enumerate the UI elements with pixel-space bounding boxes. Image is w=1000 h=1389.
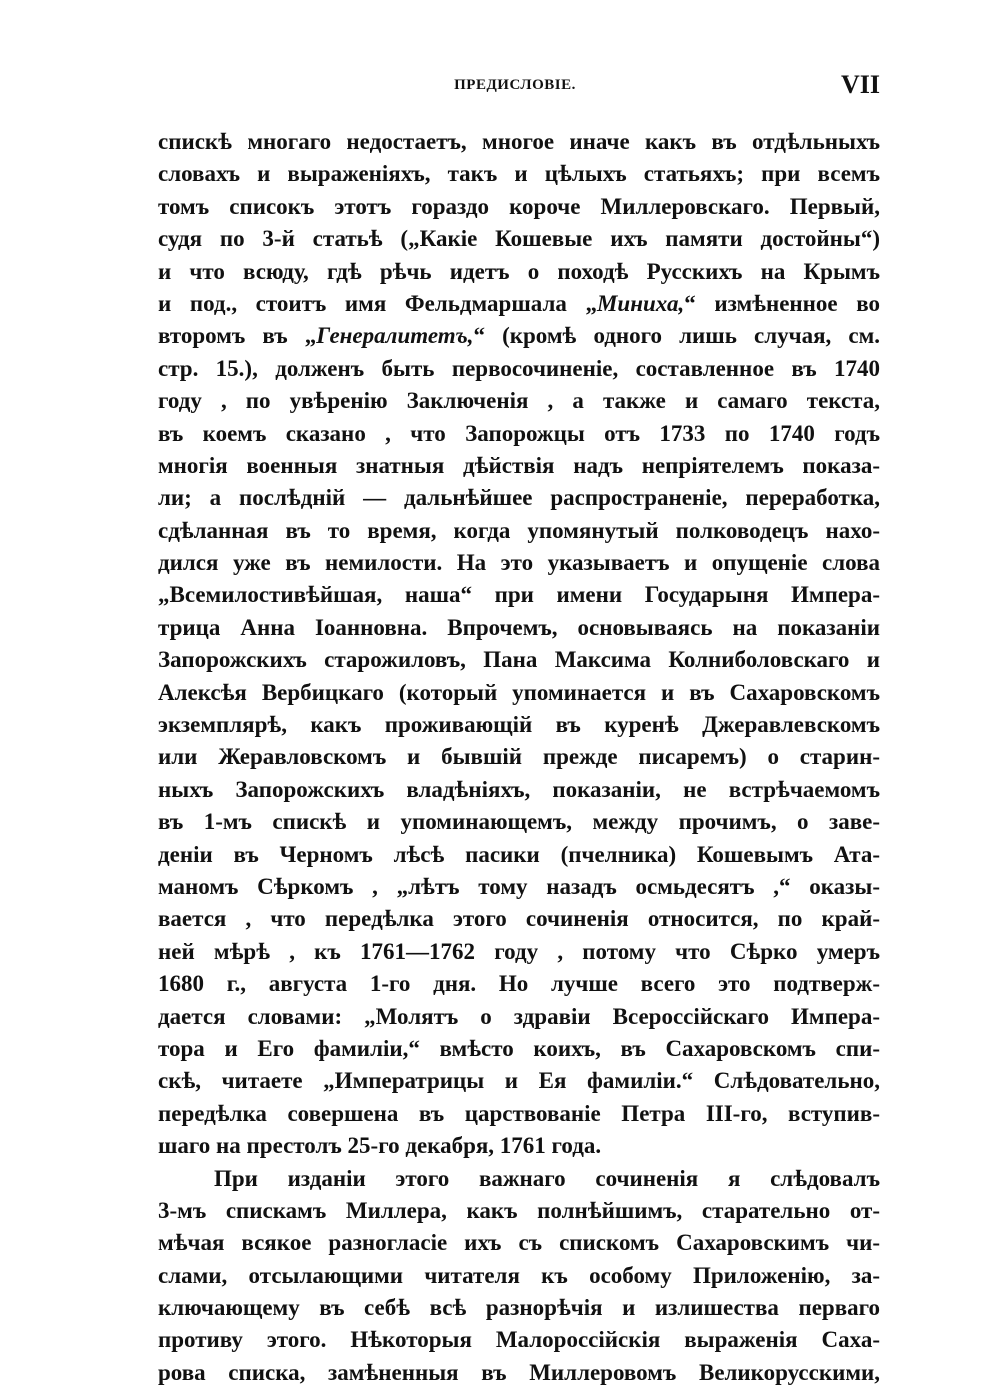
text-segment: слами, отсылающими читателя къ особому Приложенію, за-	[158, 1262, 880, 1288]
text-segment: и под., стоитъ имя Фельдмаршала „	[158, 290, 597, 316]
page-number: VII	[840, 70, 880, 99]
text-line	[158, 839, 880, 871]
text-segment: дился уже въ немилости. На это указываетъ и опущеніе слова	[158, 550, 880, 576]
text-segment: противу этого. Нѣкоторыя Малороссійскія выраженія Саха-	[158, 1327, 880, 1353]
text-segment: шаго на престолъ 25-го декабря, 1761 года.	[158, 1133, 602, 1159]
text-line	[158, 579, 880, 611]
text-line	[158, 158, 880, 190]
text-line	[158, 418, 880, 450]
text-segment: 1680 г., августа 1-го дня. Но лучше всего это подтверж-	[158, 971, 880, 997]
text-line	[158, 774, 880, 806]
text-segment: въ 1-мъ спискѣ и упоминающемъ, между прочимъ, о заве-	[158, 809, 880, 835]
text-segment: ли; а послѣдній — дальнѣйшее распространеніе, переработка,	[158, 485, 880, 511]
text-line	[158, 871, 880, 903]
text-segment: ключающему въ себѣ всѣ разнорѣчія и излишества перваго	[158, 1295, 880, 1321]
text-segment: дается словами: „Молятъ о здравіи Всероссійскаго Импера-	[158, 1003, 880, 1029]
text-line	[158, 288, 880, 320]
text-segment: тора и Его фамиліи,“ вмѣсто коихъ, въ Сахаровскомъ спи-	[158, 1035, 880, 1061]
text-segment: рова списка, замѣненныя въ Миллеровомъ Великорусскими,	[158, 1359, 880, 1385]
text-line	[158, 353, 880, 385]
text-segment: деніи въ Черномъ лѣсѣ пасики (пчелника) Кошевымъ Ата-	[158, 841, 880, 867]
text-segment: томъ списокъ этотъ гораздо короче Миллеровскаго. Первый,	[158, 193, 880, 219]
text-segment: стр. 15.), долженъ быть первосочиненіе, составленное въ 1740	[158, 355, 880, 381]
text-segment: “ измѣненное во	[684, 290, 880, 316]
text-segment: многія военныя знатныя дѣйствія надъ непріятелемъ показа-	[158, 452, 880, 478]
text-line	[158, 126, 880, 158]
text-line	[158, 191, 880, 223]
text-segment: году , по увѣренію Заключенія , а также и самаго текста,	[158, 388, 880, 414]
text-segment: и что всюду, гдѣ рѣчь идетъ о походѣ Русскихъ на Крымъ	[158, 258, 880, 284]
text-segment: “ (кромѣ одного лишь случая, см.	[473, 323, 881, 349]
text-line	[158, 450, 880, 482]
text-segment: или Жеравловскомъ и бывшій прежде писаремъ) о старин-	[158, 744, 880, 770]
text-line	[158, 903, 880, 935]
text-segment: въ коемъ сказано , что Запорожцы отъ 1733 по 1740 годъ	[158, 420, 880, 446]
text-line	[158, 1098, 880, 1130]
text-line	[158, 1033, 880, 1065]
text-segment: скѣ, читаете „Императрицы и Ея фамиліи.“ Слѣдовательно,	[158, 1068, 880, 1094]
text-line	[158, 677, 880, 709]
text-line	[158, 936, 880, 968]
text-line	[158, 1357, 880, 1389]
text-line	[158, 1163, 880, 1195]
body-text	[158, 126, 880, 1389]
text-segment: „Всемилостивѣйшая, наша“ при имени Государыня Импера-	[158, 582, 880, 608]
text-line	[158, 1130, 880, 1162]
text-line	[158, 644, 880, 676]
text-line	[158, 612, 880, 644]
text-line	[158, 1227, 880, 1259]
italic-text: Миниха,	[596, 290, 685, 316]
text-segment: вается , что передѣлка этого сочиненія относится, по край-	[158, 906, 880, 932]
text-segment: ныхъ Запорожскихъ владѣніяхъ, показаніи, не встрѣчаемомъ	[158, 776, 880, 802]
text-line	[158, 1001, 880, 1033]
running-header-title: ПРЕДИСЛОВІЕ.	[454, 77, 576, 93]
italic-text: Генералитетъ,	[316, 323, 474, 349]
text-line	[158, 1195, 880, 1227]
text-segment: экземплярѣ, какъ проживающій въ куренѣ Джеравлевскомъ	[158, 712, 880, 738]
text-segment: Запорожскихъ старожиловъ, Пана Максима Колниболовскаго и	[158, 647, 880, 673]
text-segment: сдѣланная въ то время, когда упомянутый полководецъ нахо-	[158, 517, 880, 543]
text-line	[158, 1324, 880, 1356]
text-line	[158, 741, 880, 773]
text-segment: трица Анна Іоанновна. Впрочемъ, основываясь на показаніи	[158, 614, 880, 640]
text-segment: судя по 3-й статьѣ („Какіе Кошевые ихъ памяти достойны“)	[158, 226, 880, 252]
text-line	[158, 1260, 880, 1292]
text-segment: При изданіи этого важнаго сочиненія я слѣдовалъ	[214, 1165, 880, 1191]
text-line	[158, 1065, 880, 1097]
text-line	[158, 547, 880, 579]
text-segment: Алексѣя Вербицкаго (который упоминается и въ Сахаровскомъ	[158, 679, 880, 705]
text-line	[158, 806, 880, 838]
text-line	[158, 515, 880, 547]
text-line	[158, 482, 880, 514]
text-line	[158, 320, 880, 352]
text-line	[158, 223, 880, 255]
text-line	[158, 256, 880, 288]
text-segment: 3-мъ спискамъ Миллера, какъ полнѣйшимъ, старательно от-	[158, 1197, 880, 1223]
text-segment: словахъ и выраженіяхъ, такъ и цѣлыхъ статьяхъ; при всемъ	[158, 161, 880, 187]
text-line	[158, 385, 880, 417]
text-segment: ней мѣрѣ , къ 1761—1762 году , потому что Сѣрко умеръ	[158, 938, 880, 964]
text-segment: передѣлка совершена въ царствованіе Петра III-го, вступив-	[158, 1100, 880, 1126]
text-line	[158, 968, 880, 1000]
text-segment: маномъ Сѣркомъ , „лѣтъ тому назадъ осмьдесятъ ,“ оказы-	[158, 873, 880, 899]
text-segment: второмъ въ „	[158, 323, 317, 349]
text-segment: мѣчая всякое разногласіе ихъ съ спискомъ Сахаровскимъ чи-	[158, 1230, 880, 1256]
text-line	[158, 1292, 880, 1324]
text-line	[158, 709, 880, 741]
text-segment: спискѣ многаго недостаетъ, многое иначе какъ въ отдѣльныхъ	[158, 129, 880, 154]
